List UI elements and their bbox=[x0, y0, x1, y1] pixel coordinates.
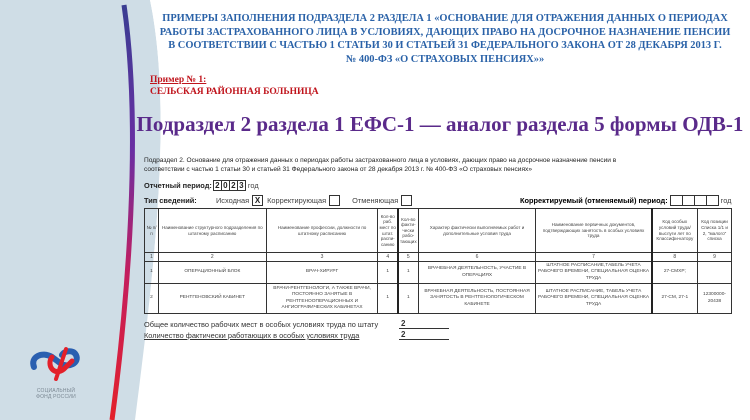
social-fund-logo bbox=[26, 345, 86, 400]
type-checkbox-corrective bbox=[329, 195, 340, 206]
col-header-places: Кол-во раб. мест по штат. распи-санию bbox=[378, 209, 398, 253]
col-header-actual: Кол-во факти-чески рабо-тающих bbox=[398, 209, 418, 253]
cell-places: 1 bbox=[378, 262, 398, 284]
corrected-period bbox=[520, 195, 731, 206]
table-row bbox=[145, 284, 732, 314]
form-description bbox=[144, 157, 744, 174]
col-number: 8 bbox=[652, 253, 698, 262]
reporting-period bbox=[144, 180, 259, 191]
type-option-cancelling: Отменяющая bbox=[352, 196, 399, 205]
corrected-period-digit bbox=[706, 195, 719, 206]
cell-subdivision: ОПЕРАЦИОННЫЙ БЛОК bbox=[158, 262, 266, 284]
slide-subtitle: Подраздел 2 раздела 1 ЕФС-1 — аналог раздела 5 формы ОДВ-1 bbox=[136, 112, 744, 136]
total-places-label: Общее количество рабочих мест в особых условиях труда по штату bbox=[144, 320, 379, 329]
total-actual-label: Количество фактически работающих в особых условиях труда bbox=[144, 331, 360, 340]
col-header-subdivision: Наименование структурного подразделения по штатному расписанию bbox=[158, 209, 266, 253]
cell-number: 1 bbox=[145, 262, 159, 284]
total-places-value: 2 bbox=[399, 319, 449, 329]
heading-line: РАБОТЫ ЗАСТРАХОВАННОГО ЛИЦА В УСЛОВИЯХ, ДАЮЩИХ ПРАВО НА ДОСРОЧНОЕ НАЗНАЧЕНИЕ ПЕНСИИ bbox=[159, 26, 731, 38]
period-digit: 0 bbox=[221, 180, 230, 191]
col-header-number: № п/п bbox=[145, 209, 159, 253]
col-header-work-nature: Характер фактически выполняемых работ и дополнительные условия труда bbox=[418, 209, 536, 253]
corrected-period-suffix: год bbox=[720, 196, 732, 205]
cell-list-code bbox=[698, 262, 732, 284]
cell-work-nature: ВРАЧЕБНАЯ ДЕЯТЕЛЬНОСТЬ, УЧАСТИЕ В ОПЕРАЦИЯХ bbox=[418, 262, 536, 284]
col-number: 5 bbox=[398, 253, 418, 262]
cell-actual: 1 bbox=[398, 284, 418, 314]
period-suffix: год bbox=[247, 181, 259, 190]
cell-documents: ШТАТНОЕ РАСПИСАНИЕ, ТАБЕЛЬ УЧЕТА РАБОЧЕГО ВРЕМЕНИ, СПЕЦИАЛЬНАЯ ОЦЕНКА ТРУДА bbox=[536, 284, 652, 314]
form-description-line: соответствии с частью 1 статьи 30 и статьей 31 Федерального закона от 28 декабря 2013 г. № 400-ФЗ «О страховых пенсиях» bbox=[144, 165, 533, 173]
period-digit: 2 bbox=[213, 180, 222, 191]
col-number: 7 bbox=[536, 253, 652, 262]
cell-profession: ВРАЧ-ХИРУРГ bbox=[266, 262, 378, 284]
logo-caption-line1: СОЦИАЛЬНЫЙ bbox=[36, 388, 76, 394]
corrected-period-label: Корректируемый (отменяемый) период: bbox=[520, 196, 668, 205]
cell-list-code: 12300000-20438 bbox=[698, 284, 732, 314]
col-header-list-code: Код позиции Списка 1/1 и 2, "малого" списка bbox=[698, 209, 732, 253]
form-description-line: Подраздел 2. Основание для отражения данных о периодах работы застрахованного лица в условиях, дающих право на досрочное назначение пенсии в bbox=[144, 157, 617, 164]
example-label: Пример № 1: bbox=[150, 75, 207, 85]
cell-places: 1 bbox=[378, 284, 398, 314]
period-digits bbox=[214, 180, 246, 191]
example-name: СЕЛЬСКАЯ РАЙОННАЯ БОЛЬНИЦА bbox=[150, 87, 319, 97]
col-number: 2 bbox=[158, 253, 266, 262]
periods-table bbox=[144, 208, 732, 314]
type-option-initial: Исходная bbox=[216, 196, 250, 205]
col-number: 3 bbox=[266, 253, 378, 262]
heading-line: В СООТВЕТСТВИИ С ЧАСТЬЮ 1 СТАТЬИ 30 И СТАТЬЕЙ 31 ФЕДЕРАЛЬНОГО ЗАКОНА ОТ 28 ДЕКАБРЯ 2013 Г. bbox=[168, 40, 722, 51]
cell-number: 2 bbox=[145, 284, 159, 314]
heading-line: ПРИМЕРЫ ЗАПОЛНЕНИЯ ПОДРАЗДЕЛА 2 РАЗДЕЛА 1 «ОСНОВАНИЕ ДЛЯ ОТРАЖЕНИЯ ДАННЫХ О ПЕРИОДАХ bbox=[162, 13, 728, 24]
col-number: 1 bbox=[145, 253, 159, 262]
table-header-row bbox=[145, 209, 732, 253]
col-header-profession: Наименование профессии, должности по штатному расписанию bbox=[266, 209, 378, 253]
cell-actual: 1 bbox=[398, 262, 418, 284]
cell-condition-code: 27-СМ, 27-1 bbox=[652, 284, 698, 314]
col-number: 9 bbox=[698, 253, 732, 262]
total-actual-value: 2 bbox=[399, 330, 449, 340]
period-digit: 2 bbox=[229, 180, 238, 191]
col-header-documents: Наименование первичных документов, подтверждающих занятость в особых условиях труда bbox=[536, 209, 652, 253]
col-number: 4 bbox=[378, 253, 398, 262]
cell-work-nature: ВРАЧЕБНАЯ ДЕЯТЕЛЬНОСТЬ, ПОСТОЯННАЯ ЗАНЯТОСТЬ В РЕНТГЕНОЛОГИЧЕСКОМ КАБИНЕТЕ bbox=[418, 284, 536, 314]
heading-line: № 400-ФЗ «О СТРАХОВЫХ ПЕНСИЯХ»» bbox=[345, 53, 545, 65]
table-row bbox=[145, 262, 732, 284]
logo-caption-line2: ФОНД РОССИИ bbox=[36, 394, 76, 400]
cell-profession: ВРАЧИ-РЕНТГЕНОЛОГИ, А ТАКЖЕ ВРАЧИ, ПОСТОЯННО ЗАНЯТЫЕ В РЕНТГЕНООПЕРАЦИОННЫХ И АНГИОГРАФИЧЕСКИХ КАБИНЕТАХ bbox=[266, 284, 378, 314]
social-fund-logo-icon bbox=[26, 345, 86, 381]
type-checkbox-initial: X bbox=[252, 195, 263, 206]
col-number: 6 bbox=[418, 253, 536, 262]
col-header-condition-code: Код особых условий труда/выслуги лет по Классифи-катору bbox=[652, 209, 698, 253]
type-label: Тип сведений: bbox=[144, 196, 197, 205]
cell-documents: ШТАТНОЕ РАСПИСАНИЕ,ТАБЕЛЬ УЧЕТА РАБОЧЕГО ВРЕМЕНИ, СПЕЦИАЛЬНАЯ ОЦЕНКА ТРУДА bbox=[536, 262, 652, 284]
cell-condition-code: 27-СМХР; bbox=[652, 262, 698, 284]
table-column-numbers bbox=[145, 253, 732, 262]
cell-subdivision: РЕНТГЕНОВСКИЙ КАБИНЕТ bbox=[158, 284, 266, 314]
total-actual-row bbox=[144, 329, 449, 340]
type-checkbox-cancelling bbox=[401, 195, 412, 206]
period-digit: 3 bbox=[237, 180, 246, 191]
period-label: Отчетный период: bbox=[144, 181, 212, 190]
totals-block bbox=[144, 318, 449, 340]
slide-heading bbox=[140, 12, 750, 66]
total-places-row bbox=[144, 318, 449, 329]
type-option-corrective: Корректирующая bbox=[267, 196, 327, 205]
